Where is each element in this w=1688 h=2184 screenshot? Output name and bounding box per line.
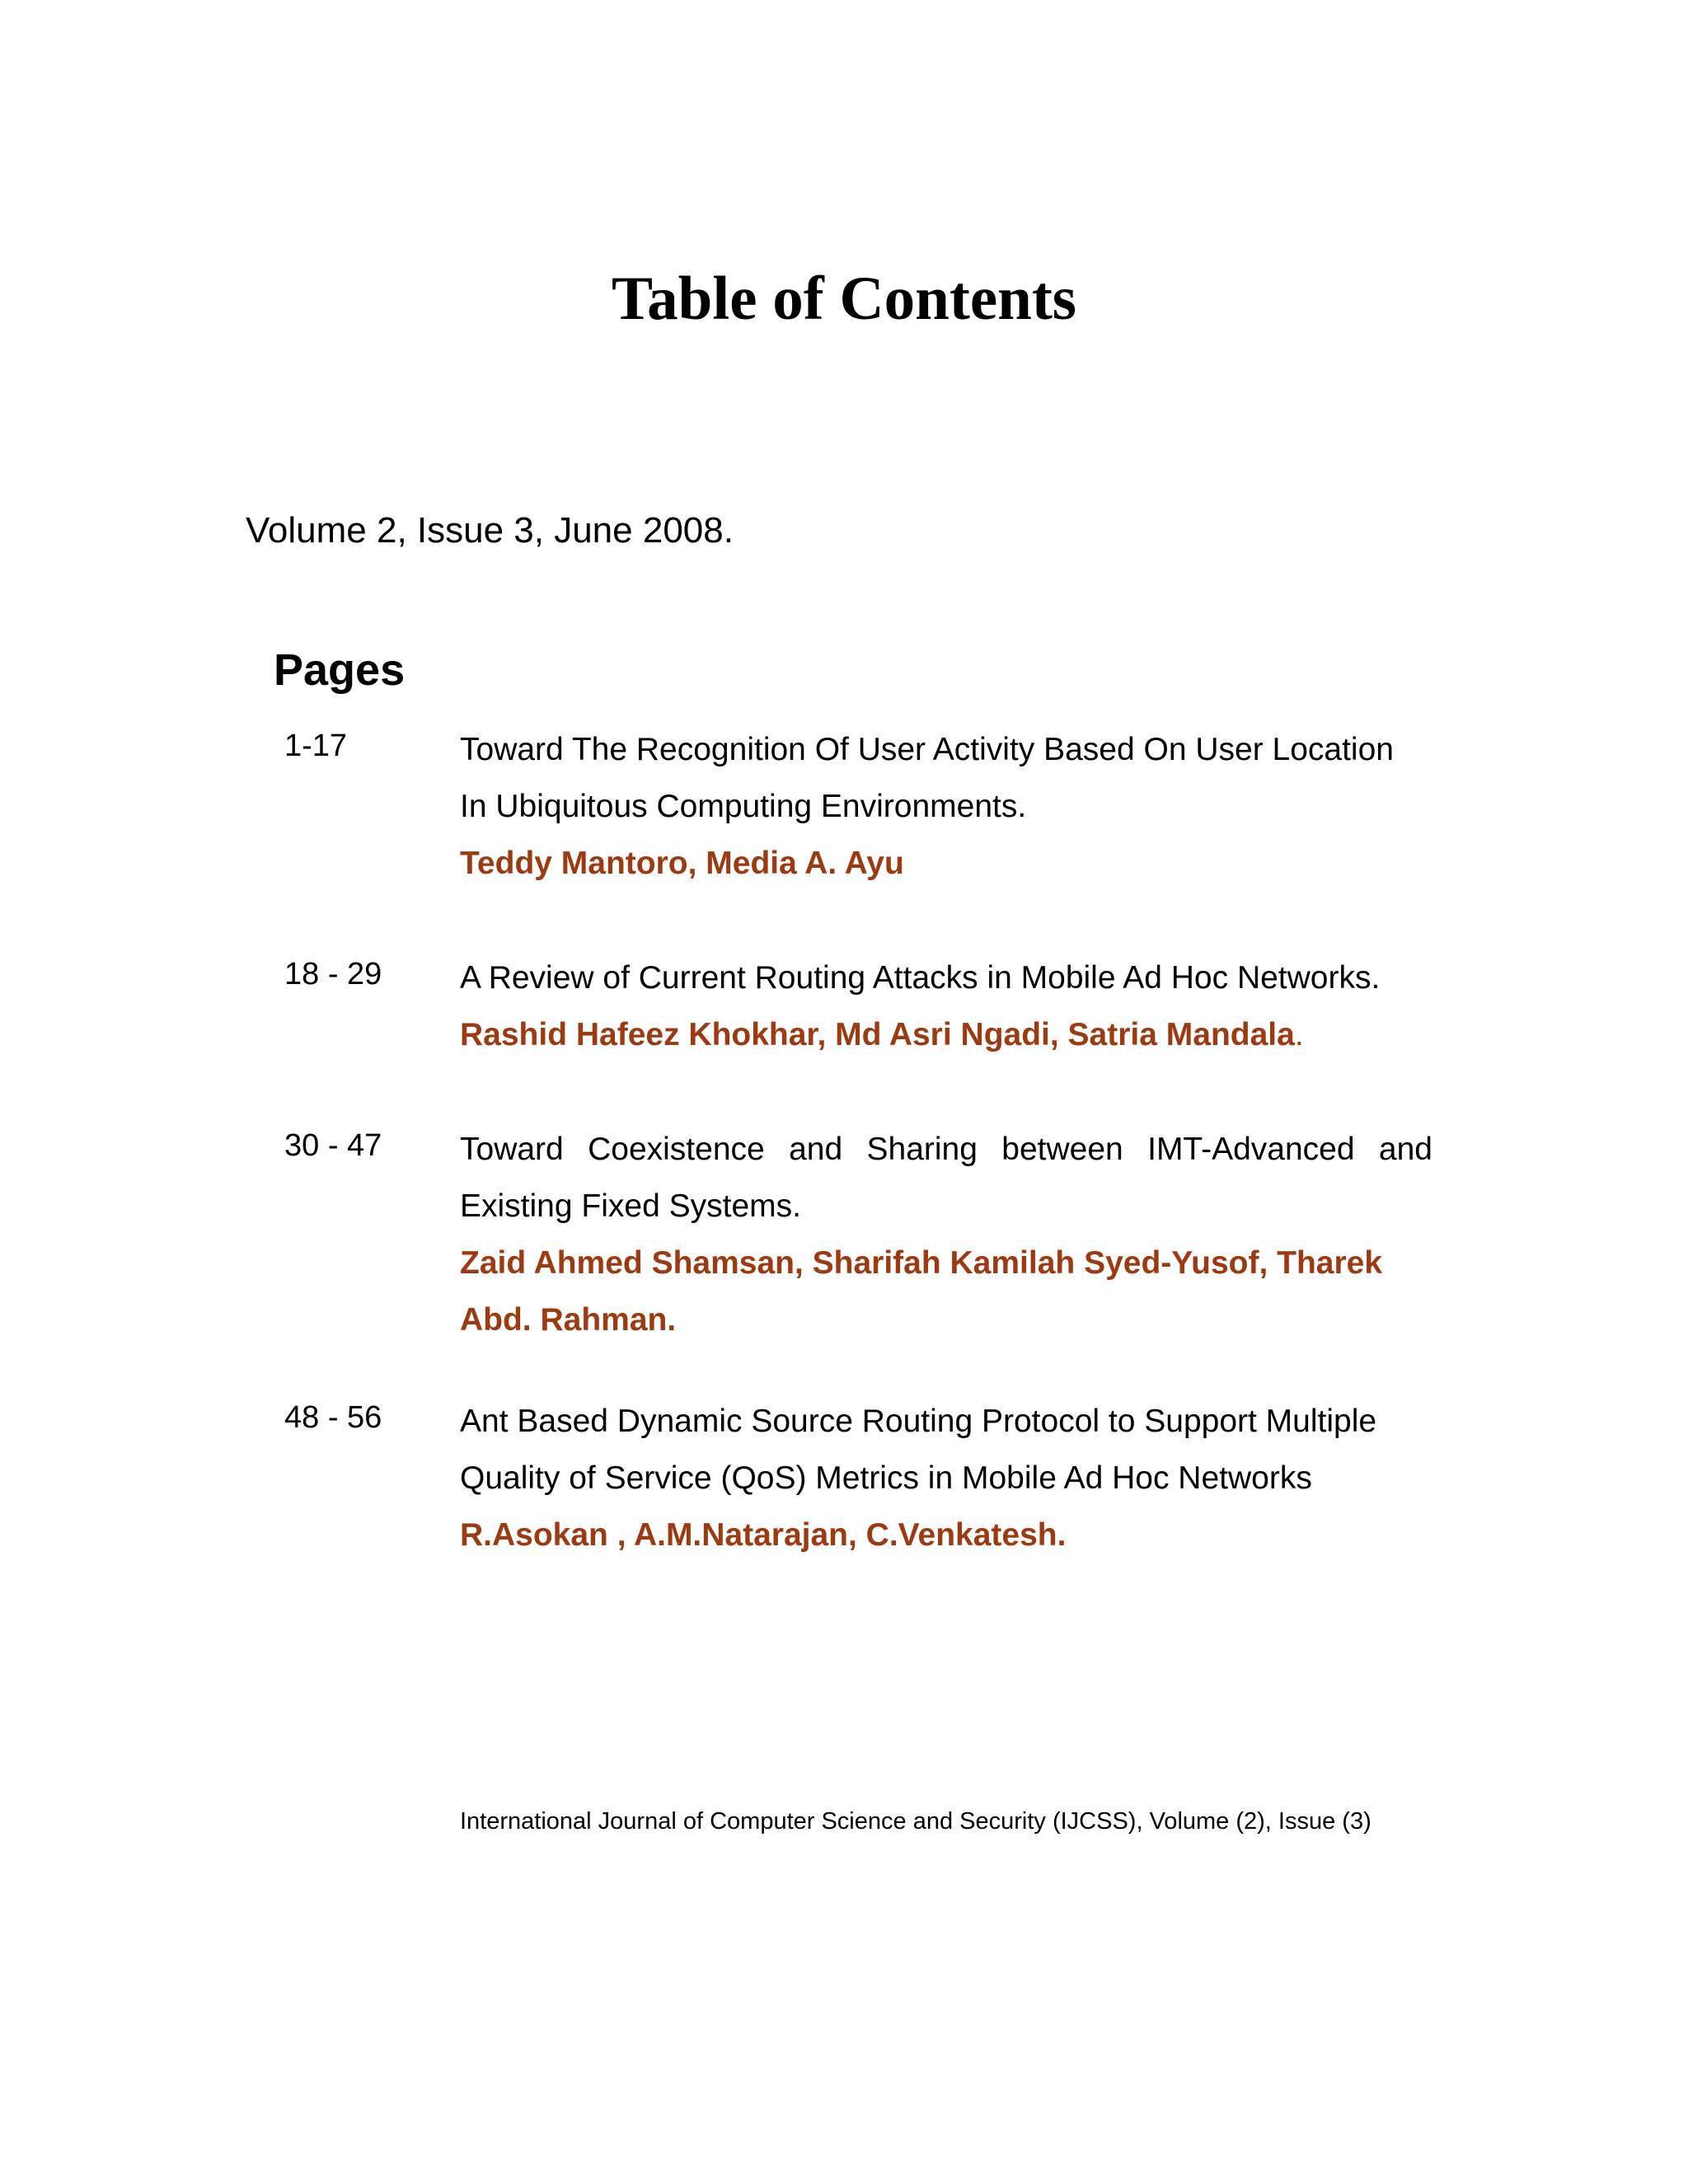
toc-authors-suffix: .: [1294, 1017, 1304, 1052]
volume-issue-line: Volume 2, Issue 3, June 2008.: [246, 510, 734, 551]
toc-page-range: 1-17: [284, 729, 348, 763]
toc-page-range: 48 - 56: [284, 1400, 382, 1435]
toc-article-title: [460, 1121, 1432, 1235]
page-title: Table of Contents: [612, 265, 1076, 333]
toc-authors-names: Zaid Ahmed Shamsan, Sharifah Kamilah Syed-Yusof, Tharek Abd. Rahman.: [460, 1245, 1383, 1338]
toc-article-authors: [460, 1235, 1432, 1348]
toc-entry-body: [460, 1121, 1432, 1348]
toc-article-title-line: Ant Based Dynamic Source Routing Protocol to Support Multiple: [460, 1404, 1377, 1439]
toc-article-title: [460, 721, 1432, 835]
toc-page-range: 30 - 47: [284, 1128, 382, 1163]
toc-page-range: 18 - 29: [284, 957, 382, 991]
toc-article-title-line: In Ubiquitous Computing Environments.: [460, 789, 1027, 824]
toc-entry-body: [460, 949, 1432, 1063]
toc-entry-body: [460, 721, 1432, 892]
toc-authors-names: Rashid Hafeez Khokhar, Md Asri Ngadi, Satria Mandala: [460, 1017, 1295, 1052]
toc-article-title-line: Toward The Recognition Of User Activity Based On User Location: [460, 732, 1394, 767]
journal-footer: International Journal of Computer Science and Security (IJCSS), Volume (2), Issue (3): [460, 1808, 1372, 1835]
toc-article-title-line: Quality of Service (QoS) Metrics in Mobile Ad Hoc Networks: [460, 1460, 1312, 1496]
toc-article-title: [460, 1393, 1432, 1507]
toc-article-title-line: Toward Coexistence and Sharing between IMT-Advanced and Existing Fixed Systems.: [460, 1132, 1432, 1224]
toc-article-authors: [460, 1507, 1432, 1563]
pages-heading: Pages: [274, 645, 406, 695]
toc-article-authors: [460, 835, 1432, 892]
toc-authors-names: Teddy Mantoro, Media A. Ayu: [460, 846, 904, 881]
toc-article-authors: [460, 1006, 1432, 1063]
toc-entry-body: [460, 1393, 1432, 1563]
toc-article-title: [460, 949, 1432, 1006]
toc-authors-names: R.Asokan , A.M.Natarajan, C.Venkatesh.: [460, 1517, 1067, 1553]
toc-article-title-line: A Review of Current Routing Attacks in Mobile Ad Hoc Networks.: [460, 960, 1381, 996]
